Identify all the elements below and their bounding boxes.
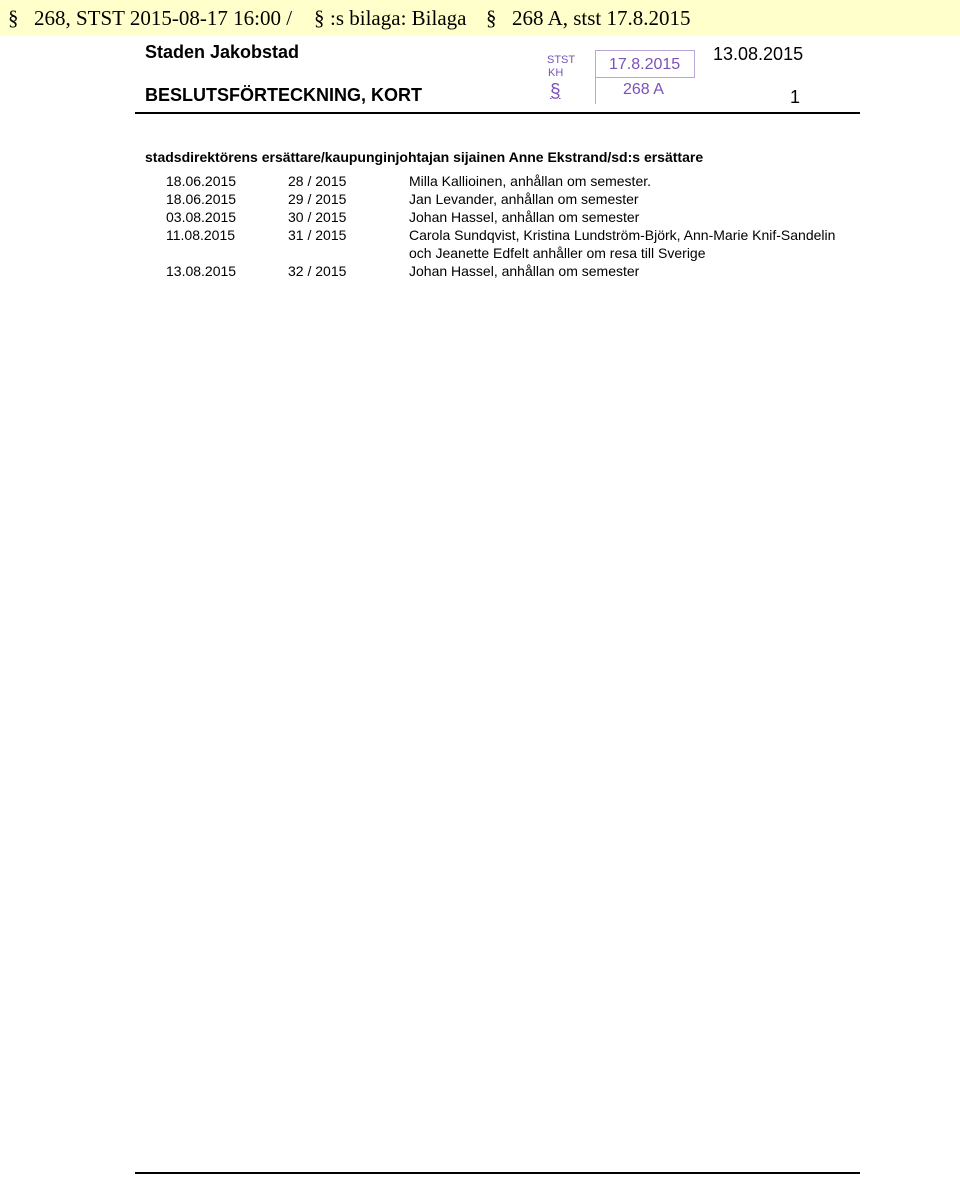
section-sign: §: [8, 6, 19, 30]
page-number: 1: [790, 87, 801, 107]
decision-text: Milla Kallioinen, anhållan om semester.: [409, 173, 652, 189]
header-rule: [135, 112, 860, 114]
decision-text: Johan Hassel, anhållan om semester: [409, 209, 640, 225]
decision-date: 18.06.2015: [166, 173, 237, 189]
banner-text-part1: 268, STST 2015-08-17 16:00 /: [34, 6, 293, 30]
stamp-border: [595, 50, 695, 51]
stamp-number: 268 A: [623, 81, 664, 98]
section-sign: §: [486, 6, 497, 30]
section-heading: stadsdirektörens ersättare/kaupunginjohtajan sijainen Anne Ekstrand/sd:s ersättare: [145, 149, 704, 165]
stamp-date: 17.8.2015: [609, 56, 681, 73]
attachment-banner: [0, 0, 960, 36]
decision-text: Jan Levander, anhållan om semester: [409, 191, 639, 207]
banner-text-part2: :s bilaga: Bilaga: [330, 6, 467, 30]
registration-stamp: [520, 50, 695, 104]
decision-number: 30 / 2015: [288, 209, 347, 225]
stamp-code: KH: [548, 67, 564, 79]
decision-text: Johan Hassel, anhållan om semester: [409, 263, 640, 279]
decision-text: Carola Sundqvist, Kristina Lundström-Björk, Ann-Marie Knif-Sandelin och Jeanette Edfelt anhåller om resa till Sverige: [409, 227, 836, 261]
footer-rule: [135, 1172, 860, 1174]
stamp-border: [595, 77, 695, 78]
document-date: 13.08.2015: [713, 44, 804, 64]
stamp-border: [694, 50, 695, 77]
decision-date: 18.06.2015: [166, 191, 237, 207]
section-sign: §: [314, 6, 325, 30]
decision-number: 32 / 2015: [288, 263, 347, 279]
stamp-section-sign: §: [550, 81, 561, 102]
decision-date: 03.08.2015: [166, 209, 237, 225]
decision-number: 29 / 2015: [288, 191, 347, 207]
decision-date: 11.08.2015: [166, 227, 236, 243]
document-type: BESLUTSFÖRTECKNING, KORT: [145, 85, 422, 105]
stamp-code: STST: [547, 54, 576, 66]
decision-date: 13.08.2015: [166, 263, 237, 279]
organization-name: Staden Jakobstad: [145, 42, 300, 62]
banner-text-part3: 268 A, stst 17.8.2015: [512, 6, 691, 30]
decision-number: 28 / 2015: [288, 173, 347, 189]
decision-number: 31 / 2015: [288, 227, 347, 243]
